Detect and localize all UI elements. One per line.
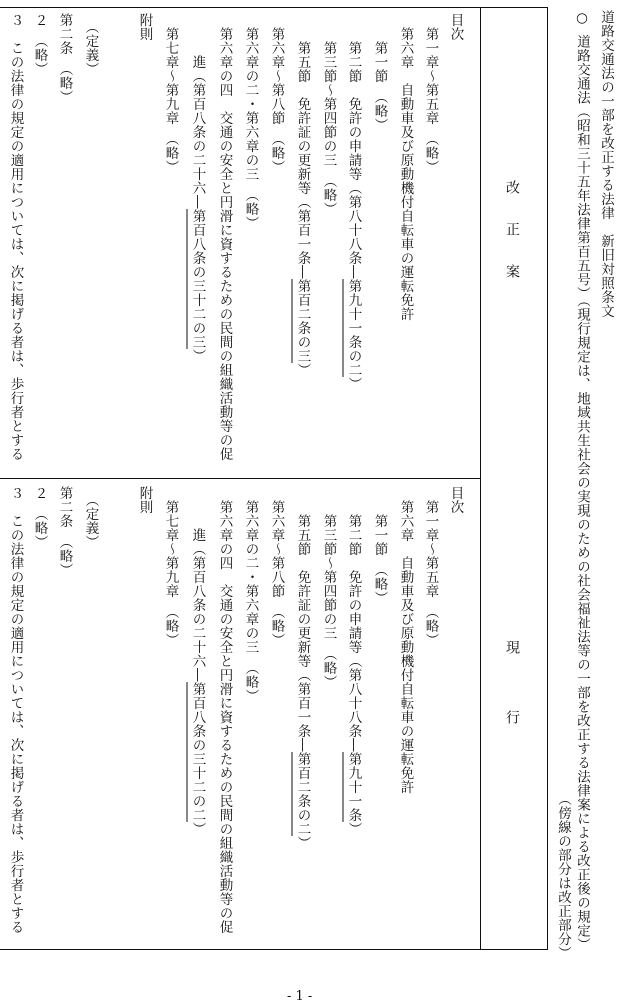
current-line: 第五節 免許証の更新等（第百一条―第百二条の二） [294,486,311,850]
revised-line: 第三節～第四節の三 （略） [320,13,337,217]
amended-text: 第百八条の三十二の三 [189,209,206,349]
law-line [575,10,589,952]
current-line: 第七章～第九章 （略） [162,486,179,648]
law-marker: ○ [574,10,590,27]
current-line: 第六章の四 交通の安全と円滑に資するための民間の組織活動等の促 [216,486,233,934]
revised-line: 進（第百八条の二十六―第百八条の三十二の三） [189,13,206,363]
revised-line: 第六章の四 交通の安全と円滑に資するための民間の組織活動等の促 [216,13,233,461]
current-line: 目次 [447,486,464,514]
current-line: 進（第百八条の二十六―第百八条の三十二の二） [189,486,206,836]
current-line: 第六章～第八節 （略） [268,486,285,648]
column-divider [0,478,480,479]
revised-line: 第五節 免許証の更新等（第百一条―第百二条の三） [294,13,311,377]
revised-line: 目次 [447,13,464,41]
amended-text: 第百二条の三 [294,279,311,363]
revised-line: 第六章～第八節 （略） [268,13,285,175]
current-line: 第一章～第五章 （略） [422,486,439,648]
current-line: 第一節 （略） [371,486,388,606]
current-line: ３ この法律の規定の適用については、次に掲げる者は、歩行者とする [7,486,24,934]
revised-line: ２ （略） [31,13,48,77]
changed-text: 第百二条の二 [294,752,311,836]
current-line: 附則 [136,486,153,514]
current-header: 現 行 [504,640,520,724]
law-title-line: 道路交通法（昭和三十五年法律第百五号）（現行規定は、地域共生社会の実現のための社会福祉法等の一部を改正する法律案による改正後の規定） [574,34,590,952]
amended-text: 第九十一条の二 [345,279,362,377]
current-line: 第二節 免許の申請等（第八十八条―第九十一条） [345,486,362,836]
revised-line: 第二節 免許の申請等（第八十八条―第九十一条の二） [345,13,362,391]
revised-line: 第二条 （略） [56,13,73,105]
revised-line: 第六章 自動車及び原動機付自転車の運転免許 [397,13,414,321]
current-line: 第六章 自動車及び原動機付自転車の運転免許 [397,486,414,794]
current-line: （定義） [82,486,99,550]
current-line: 第六章の二・第六章の三 （略） [242,486,259,704]
revised-line: 第一章～第五章 （略） [422,13,439,175]
changed-text: 第九十一条 [345,752,362,822]
revised-line: 第七章～第九章 （略） [162,13,179,175]
header-separator [480,7,481,950]
current-line: ２ （略） [31,486,48,550]
revised-header: 改 正 案 [504,180,520,278]
document-title: 道路交通法の一部を改正する法律 新旧対照条文 [598,10,614,318]
page-number: - 1 - [287,989,313,1004]
table-right-border [547,7,548,950]
changed-text: 第百八条の三十二の二 [189,682,206,822]
amendment-note: （傍線の部分は改正部分） [555,792,571,960]
table-top-border [0,7,547,8]
revised-line: （定義） [82,13,99,77]
revised-line: 附則 [136,13,153,41]
revised-line: 第一節 （略） [371,13,388,133]
current-line: 第三節～第四節の三 （略） [320,486,337,690]
current-line: 第二条 （略） [56,486,73,578]
table-bottom-border [0,949,547,950]
revised-line: ３ この法律の規定の適用については、次に掲げる者は、歩行者とする [7,13,24,461]
revised-line: 第六章の二・第六章の三 （略） [242,13,259,231]
